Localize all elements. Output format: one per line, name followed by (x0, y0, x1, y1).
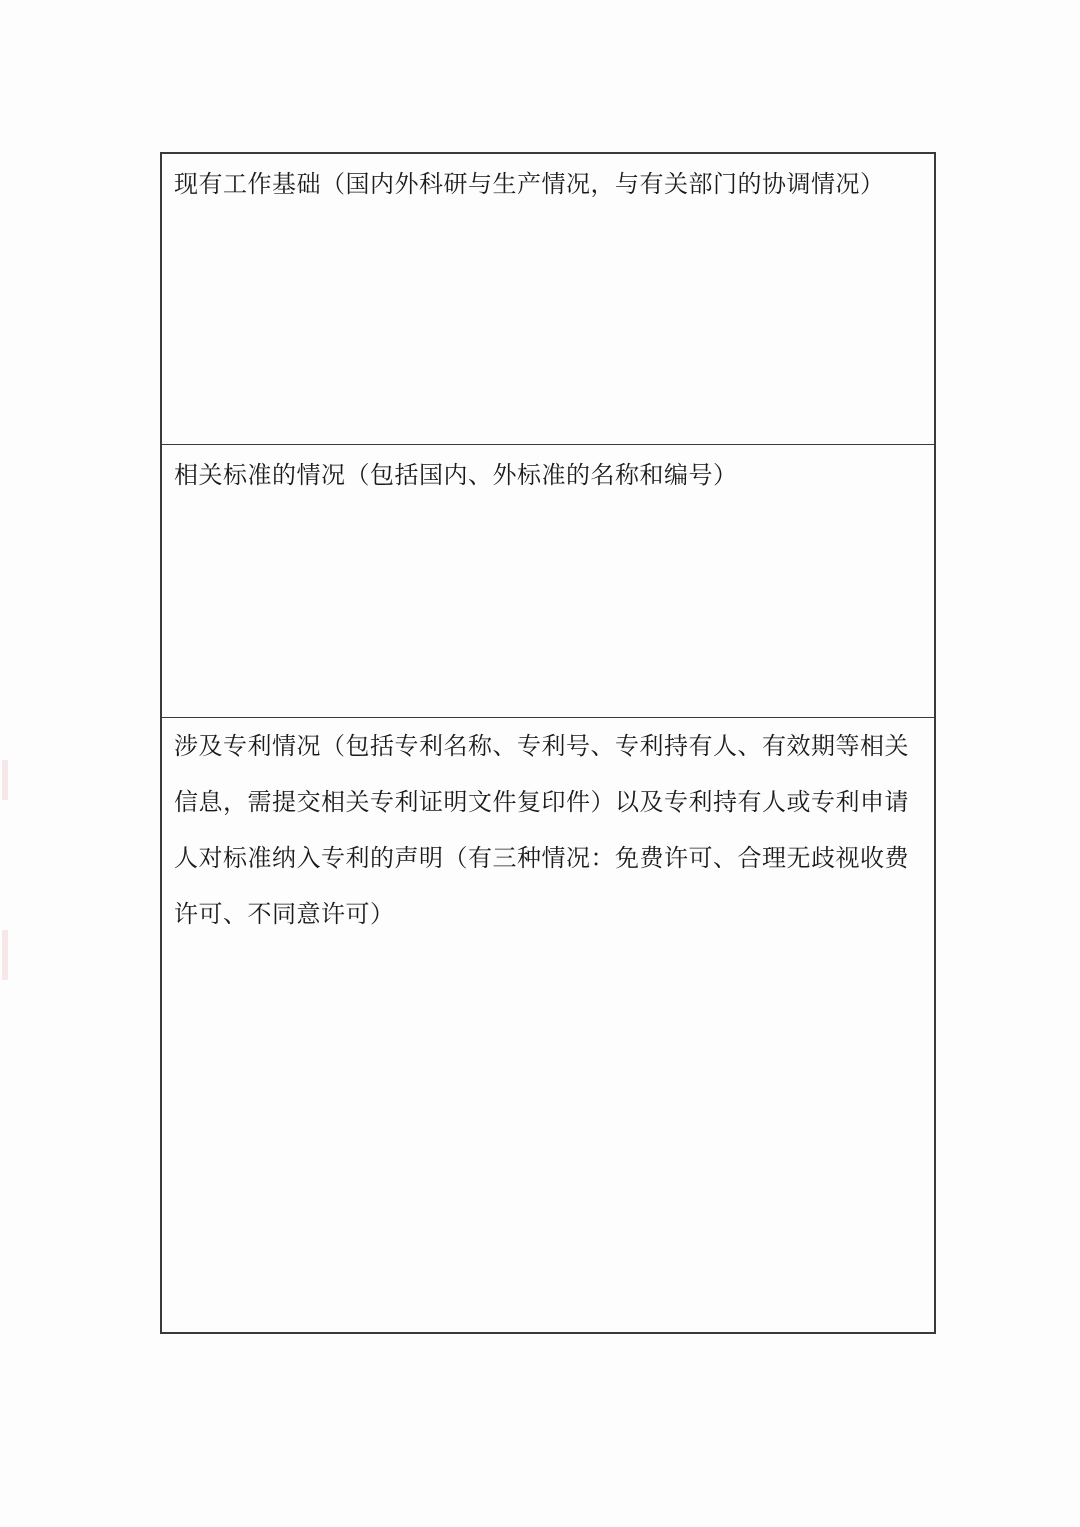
section-label-related-standards: 相关标准的情况（包括国内、外标准的名称和编号） (174, 461, 738, 489)
margin-stamp-mark (2, 760, 8, 800)
section-related-standards (162, 444, 934, 717)
section-existing-work-basis (162, 154, 934, 444)
section-patent-situation (162, 717, 934, 1334)
section-label-existing-work-basis: 现有工作基础（国内外科研与生产情况，与有关部门的协调情况） (174, 170, 885, 198)
form-table (160, 152, 936, 1334)
section-content-existing-work-basis (174, 214, 922, 432)
section-content-patent-situation (174, 950, 922, 1322)
section-label-patent-situation: 涉及专利情况（包括专利名称、专利号、专利持有人、有效期等相关信息，需提交相关专利证明文件复印件）以及专利持有人或专利申请人对标准纳入专利的声明（有三种情况：免费许可、合理无歧视收费许可、不同意许可） (174, 732, 909, 928)
margin-stamp-mark (2, 930, 8, 980)
section-content-related-standards (174, 505, 922, 705)
